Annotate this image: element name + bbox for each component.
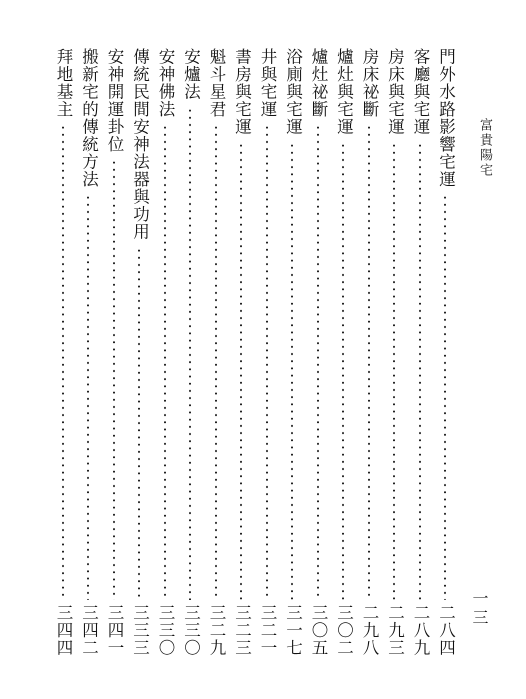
toc-entry-page: 二八四	[436, 603, 456, 656]
toc-entry-7[interactable]	[280, 48, 306, 656]
toc-entry-page: 二八九	[411, 603, 430, 656]
dot-leader	[393, 142, 395, 600]
toc-entry-15[interactable]	[76, 48, 102, 656]
toc-entry-title: 房床祕斷	[360, 48, 379, 118]
toc-entry-title: 拜地基主	[54, 48, 73, 118]
toc-entry-11[interactable]	[178, 48, 204, 656]
toc-entry-page: 三〇五	[309, 603, 328, 656]
dot-leader	[113, 159, 115, 600]
dot-leader	[266, 124, 268, 600]
toc-entry-page: 二九三	[385, 603, 405, 656]
toc-entry-title: 安爐法	[181, 48, 201, 101]
dot-leader	[317, 124, 319, 600]
toc-entry-title: 客廳與宅運	[411, 48, 430, 136]
toc-entry-title: 安神佛法	[156, 48, 175, 118]
toc-entry-12[interactable]	[152, 48, 178, 656]
dot-leader	[342, 142, 344, 600]
dot-leader	[419, 142, 421, 600]
toc-entry-13[interactable]	[127, 48, 153, 656]
toc-entry-title: 爐灶祕斷	[309, 48, 328, 118]
toc-entry-14[interactable]	[101, 48, 127, 656]
toc-entry-5[interactable]	[331, 48, 357, 656]
toc-entry-page: 三三〇	[181, 603, 201, 656]
toc-entry-title: 浴廁與宅運	[283, 48, 303, 136]
toc-entry-9[interactable]	[229, 48, 255, 656]
toc-entry-page: 三四一	[105, 603, 124, 656]
dot-leader	[87, 194, 89, 600]
toc-entry-page: 二九八	[360, 603, 379, 656]
page-number: 一三	[470, 590, 489, 628]
toc-entry-16[interactable]	[50, 48, 76, 656]
toc-entry-page: 三〇二	[334, 603, 354, 656]
toc-entry-page: 三二三	[232, 603, 252, 656]
dot-leader	[215, 124, 217, 600]
toc-entry-10[interactable]	[203, 48, 229, 656]
dot-leader	[444, 194, 446, 600]
toc-entry-title: 爐灶與宅運	[334, 48, 354, 136]
toc-entry-page: 三二一	[258, 603, 277, 656]
dot-leader	[138, 247, 140, 600]
toc-entry-title: 房床與宅運	[385, 48, 405, 136]
dot-leader	[368, 124, 370, 600]
book-title: 富貴陽宅	[477, 118, 492, 178]
toc-entry-8[interactable]	[254, 48, 280, 656]
toc-entry-title: 魁斗星君	[207, 48, 226, 118]
toc-entry-4[interactable]	[356, 48, 382, 656]
toc-entry-6[interactable]	[305, 48, 331, 656]
toc-entry-page: 三三〇	[156, 603, 175, 656]
toc-entry-title: 搬新宅的傳統方法	[79, 48, 99, 188]
dot-leader	[240, 142, 242, 600]
toc-entry-title: 門外水路影響宅運	[436, 48, 456, 188]
toc-entry-page: 三二九	[207, 603, 226, 656]
toc-entry-title: 安神開運卦位	[105, 48, 124, 153]
table-of-contents	[50, 48, 458, 656]
dot-leader	[291, 142, 293, 600]
toc-entry-1[interactable]	[433, 48, 459, 656]
toc-entry-page: 三四二	[79, 603, 99, 656]
dot-leader	[62, 124, 64, 600]
toc-entry-title: 傳統民間安神法器與功用	[130, 48, 150, 241]
toc-entry-title: 書房與宅運	[232, 48, 252, 136]
toc-entry-3[interactable]	[382, 48, 408, 656]
toc-entry-2[interactable]	[407, 48, 433, 656]
toc-entry-page: 三一七	[283, 603, 303, 656]
toc-entry-page: 三四四	[54, 603, 73, 656]
toc-entry-page: 三三三	[130, 603, 150, 656]
dot-leader	[164, 124, 166, 600]
dot-leader	[189, 107, 191, 600]
toc-entry-title: 井與宅運	[258, 48, 277, 118]
